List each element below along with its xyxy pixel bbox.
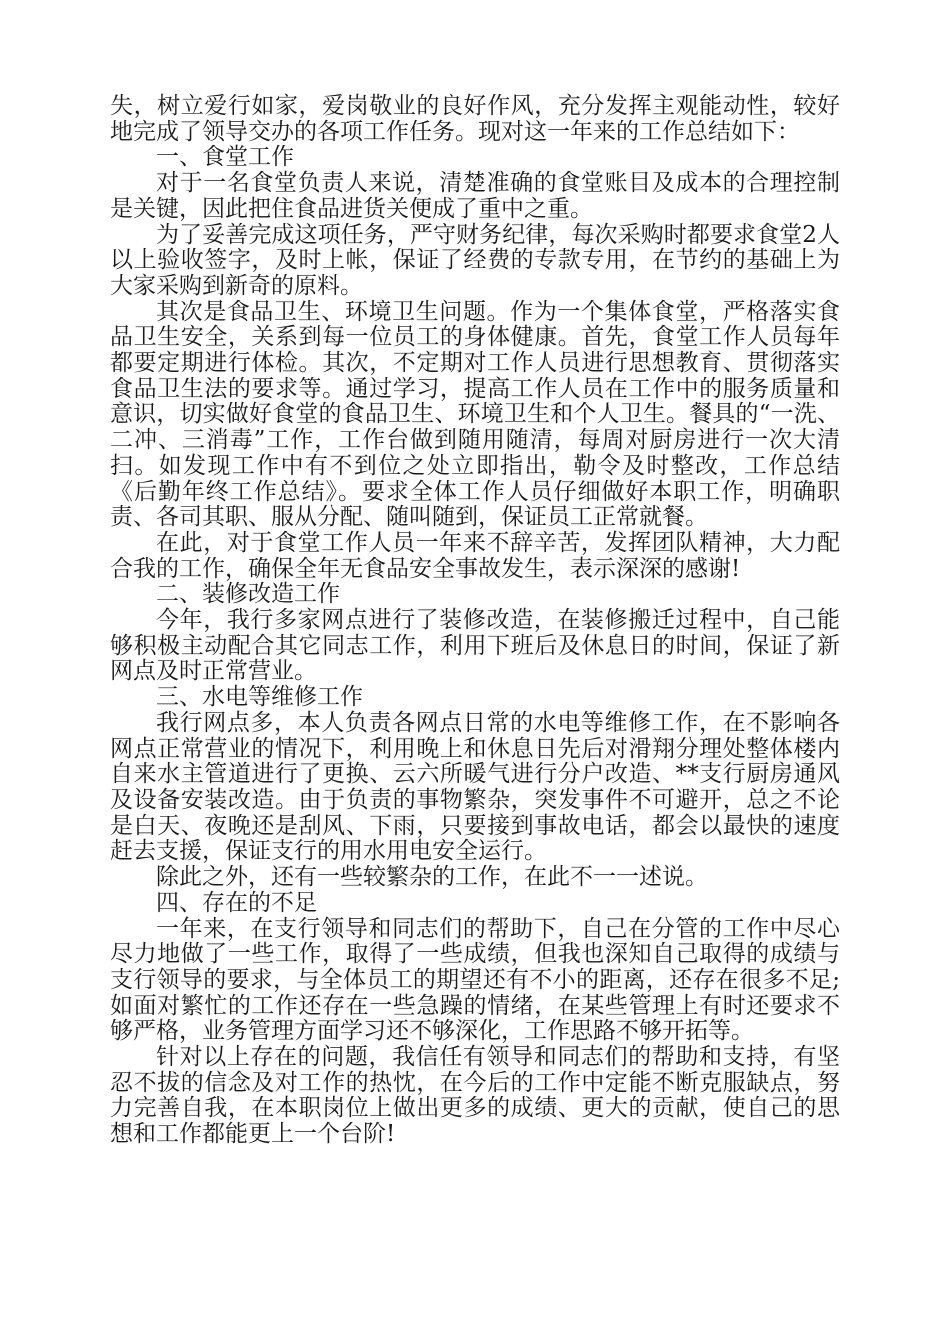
paragraph-maintenance: 我行网点多，本人负责各网点日常的水电等维修工作，在不影响各网点正常营业的情况下，利用晚上和休息日先后对滑翔分理处整体楼内自来水主管道进行了更换、云六所暖气进行分户改造、**支行厨房通风及设备安装改造。由于负责的事物繁杂，突发事件不可避开，总之不论是白天、夜晚还是刮风、下雨，只要接到事故电话，都会以最快的速度赶去支援，保证支行的用水用电安全运行。 [110, 709, 840, 865]
paragraph-shortcomings: 一年来，在支行领导和同志们的帮助下，自己在分管的工作中尽心尽力地做了一些工作，取得了一些成绩，但我也深知自己取得的成绩与支行领导的要求，与全体员工的期望还有不小的距离，还存在很多不足;如面对繁忙的工作还存在一些急躁的情绪，在某些管理上有时还要求不够严格，业务管理方面学习还不够深化，工作思路不够开拓等。 [110, 915, 840, 1045]
paragraph-canteen-accounts: 对于一名食堂负责人来说，清楚准确的食堂账目及成本的合理控制是关键，因此把住食品进货关便成了重中之重。 [110, 170, 840, 222]
paragraph-renovation: 今年，我行多家网点进行了装修改造，在装修搬迁过程中，自己能够积极主动配合其它同志工作，利用下班后及休息日的时间，保证了新网点及时正常营业。 [110, 607, 840, 685]
paragraph-thanks: 在此，对于食堂工作人员一年来不辞辛苦，发挥团队精神，大力配合我的工作，确保全年无食品安全事故发生，表示深深的感谢! [110, 529, 840, 582]
paragraph-hygiene: 其次是食品卫生、环境卫生问题。作为一个集体食堂，严格落实食品卫生安全，关系到每一位员工的身体健康。首先，食堂工作人员每年都要定期进行体检。其次，不定期对工作人员进行思想教育、贯彻落实食品卫生法的要求等。通过学习，提高工作人员在工作中的服务质量和意识，切实做好食堂的食品卫生、环境卫生和个人卫生。餐具的“一洗、二冲、三消毒”工作，工作台做到随用随清，每周对厨房进行一次大清扫。如发现工作中有不到位之处立即指出，勒令及时整改，工作总结《后勤年终工作总结》。要求全体工作人员仔细做好本职工作，明确职责、各司其职、服从分配、随叫随到，保证员工正常就餐。 [110, 298, 840, 531]
intro-paragraph: 失，树立爱行如家，爱岗敬业的良好作风，充分发挥主观能动性，较好地完成了领导交办的各项工作任务。现对这一年来的工作总结如下： [110, 93, 840, 145]
section-heading-canteen: 一、食堂工作 [156, 144, 294, 171]
document-body [110, 94, 840, 1148]
paragraph-conclusion: 针对以上存在的问题，我信任有领导和同志们的帮助和支持，有坚忍不拔的信念及对工作的热忱，在今后的工作中定能不断克服缺点，努力完善自我，在本职岗位上做出更多的成绩、更大的贡献，使自己的思想和工作都能更上一个台阶! [110, 1044, 840, 1148]
section-heading-shortcomings: 四、存在的不足 [156, 889, 317, 916]
paragraph-procurement: 为了妥善完成这项任务，严守财务纪律，每次采购时都要求食堂2人以上验收签字，及时上帐，保证了经费的专款专用，在节约的基础上为大家采购到新奇的原料。 [110, 221, 840, 299]
section-heading-renovation: 二、装修改造工作 [156, 581, 340, 608]
section-heading-maintenance: 三、水电等维修工作 [156, 684, 363, 711]
paragraph-other-work: 除此之外，还有一些较繁杂的工作，在此不一一述说。 [156, 864, 708, 891]
